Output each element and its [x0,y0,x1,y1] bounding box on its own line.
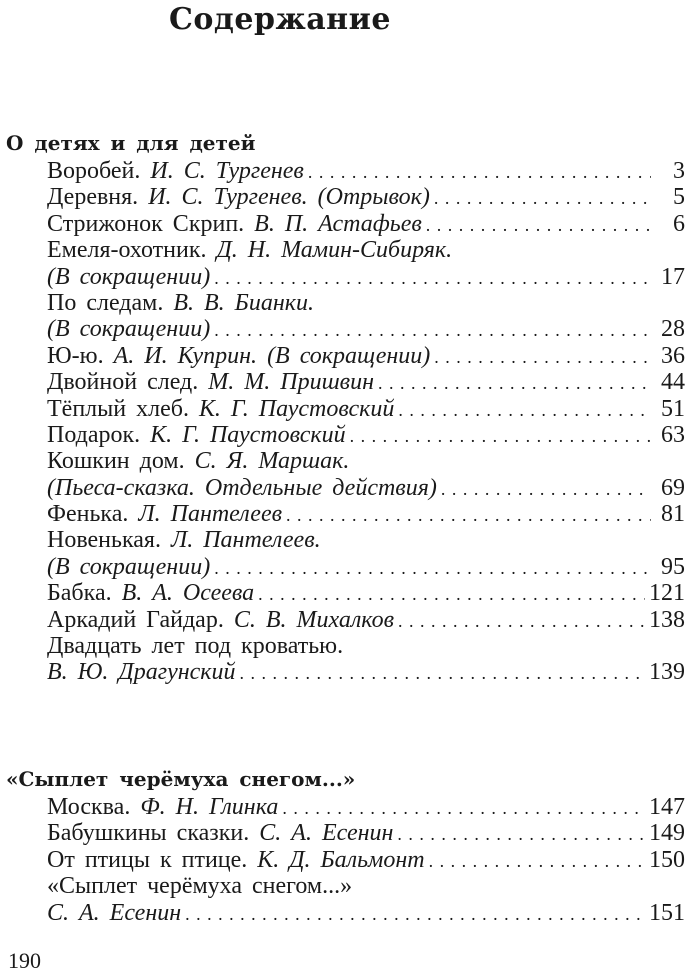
toc-entry-line [0,794,699,820]
entry-author: С. А. Есенин [259,820,394,847]
entry-title: От птицы к птице. [47,846,248,873]
leader-dots [258,581,645,607]
toc-section-children [0,128,699,686]
entry-text [47,873,352,899]
entry-title: Москва. [47,794,131,820]
section-heading: «Сыплет черёмуха снегом...» [6,767,356,791]
leader-dots [214,555,651,581]
entry-text [47,820,393,846]
toc-entry-line [0,396,699,422]
entry-title: Новенькая. [47,527,161,554]
toc-entry-line [0,873,699,899]
entry-page-number: 121 [649,580,685,607]
entry-title: Аркадий Гайдар. [47,606,224,633]
entry-author: С. Я. Маршак. [194,448,350,475]
entry-author: А. И. Куприн. [113,342,258,369]
leader-dots [214,265,651,291]
entry-author: Л. Пантелеев [138,501,283,528]
entry-author: С. В. Михалков [233,606,395,633]
entry-author: В. П. Астафьев [254,210,422,237]
entry-text [47,158,304,184]
leader-dots [286,502,651,528]
entry-page-number: 51 [661,395,685,422]
entry-text [47,184,430,210]
toc-entry-line [0,343,699,369]
entry-text [47,422,346,448]
entry-page-number: 17 [661,263,685,290]
entry-title: Двойной след. [47,369,199,396]
entry-title: Кошкин дом. [47,448,185,475]
entry-title: Емеля-охотник. [47,237,207,264]
toc-entry-line [0,527,699,553]
toc-entry-line [0,158,699,184]
entry-text [47,847,425,873]
entry-text [47,211,422,237]
page-title: Содержание [169,2,391,37]
entry-page-number: 3 [673,158,685,184]
entry-author: М. М. Пришвин [208,369,375,396]
section-heading: О детях и для детей [6,131,256,155]
entry-page-number: 149 [649,820,685,847]
entry-text [47,316,210,342]
toc-entry-line [0,448,699,474]
entry-author: К. Г. Паустовский [198,395,395,422]
entry-page-number: 150 [649,846,685,873]
entry-page-number: 44 [661,369,685,396]
leader-dots [378,370,651,396]
entry-note: (В сокращении) [47,316,211,343]
entry-text [47,527,321,553]
entry-title: Ю-ю. [47,342,104,369]
entry-text [47,475,437,501]
entry-author: С. А. Есенин [47,899,182,926]
toc-entry-line [0,900,699,926]
toc-entry-line [0,475,699,501]
entry-title: По следам. [47,289,164,316]
entry-author: Д. Н. Мамин-Сибиряк. [216,237,453,264]
leader-dots [282,795,645,821]
toc-entry-line [0,316,699,342]
toc-entry-line [0,184,699,210]
entry-text [47,659,236,685]
leader-dots [434,185,651,211]
toc-entry-line [0,237,699,263]
entry-text [47,264,210,290]
entry-text [47,633,343,659]
leader-dots [434,344,651,370]
entry-author: И. С. Тургенев. [148,184,308,211]
leader-dots [350,423,651,449]
entry-text [47,501,282,527]
entry-text [47,580,254,606]
toc-entry-line [0,554,699,580]
entry-text [47,448,349,474]
leader-dots [397,821,645,847]
toc-entry-line [0,369,699,395]
page-number: 190 [8,948,41,973]
entry-text [47,900,181,926]
entry-list [0,158,699,686]
entry-author: Ф. Н. Глинка [140,794,279,820]
toc-entry-line [0,211,699,237]
leader-dots [308,159,651,185]
entry-title: Тёплый хлеб. [47,395,189,422]
entry-author: В. А. Осеева [121,580,255,607]
entry-text [47,607,394,633]
entry-page-number: 5 [673,184,685,211]
entry-note: (Отрывок) [317,184,430,211]
entry-note: (В сокращении) [267,342,431,369]
entry-list [0,794,699,926]
entry-page-number: 28 [661,316,685,343]
entry-text [47,343,430,369]
entry-title: Деревня. [47,184,139,211]
entry-author: В. В. Бианки. [173,289,314,316]
entry-text [47,396,394,422]
entry-text [47,369,374,395]
leader-dots [214,317,651,343]
entry-page-number: 81 [661,501,685,528]
toc-entry-line [0,580,699,606]
entry-title: Фенька. [47,501,129,528]
entry-page-number: 139 [649,659,685,686]
entry-title: «Сыплет черёмуха снегом...» [47,873,353,900]
entry-author: В. Ю. Драгунский [47,659,236,686]
leader-dots [185,901,645,927]
toc-entry-line [0,659,699,685]
entry-note: (В сокращении) [47,263,211,290]
entry-page-number: 69 [661,474,685,501]
entry-page-number: 95 [661,553,685,580]
entry-page-number: 36 [661,342,685,369]
toc-entry-line [0,847,699,873]
toc-entry-line [0,633,699,659]
leader-dots [398,608,645,634]
entry-author: И. С. Тургенев [150,158,304,184]
toc-entry-line [0,290,699,316]
entry-text [47,554,210,580]
entry-note: (В сокращении) [47,553,211,580]
leader-dots [429,848,645,874]
leader-dots [441,476,651,502]
entry-author: К. Г. Паустовский [150,421,346,448]
entry-note: (Пьеса-сказка. Отдельные действия) [47,474,437,501]
toc-entry-line [0,820,699,846]
entry-page-number: 151 [649,899,685,926]
entry-title: Двадцать лет под кроватью. [47,633,344,660]
leader-dots [240,660,645,686]
entry-author: К. Д. Бальмонт [257,846,425,873]
entry-title: Стрижонок Скрип. [47,210,245,237]
entry-title: Бабушкины сказки. [47,820,250,847]
entry-text [47,794,278,820]
entry-title: Подарок. [47,421,141,448]
toc-section-cherry [0,764,699,926]
entry-title: Воробей. [47,158,141,184]
toc-entry-line [0,501,699,527]
toc-entry-line [0,264,699,290]
entry-title: Бабка. [47,580,112,607]
entry-page-number: 6 [673,210,685,237]
entry-page-number: 63 [661,421,685,448]
entry-page-number: 147 [649,794,685,820]
entry-page-number: 138 [649,606,685,633]
entry-text [47,237,452,263]
leader-dots [426,212,651,238]
leader-dots [398,397,651,423]
toc-entry-line [0,607,699,633]
entry-text [47,290,314,316]
toc-entry-line [0,422,699,448]
entry-author: Л. Пантелеев. [170,527,321,554]
